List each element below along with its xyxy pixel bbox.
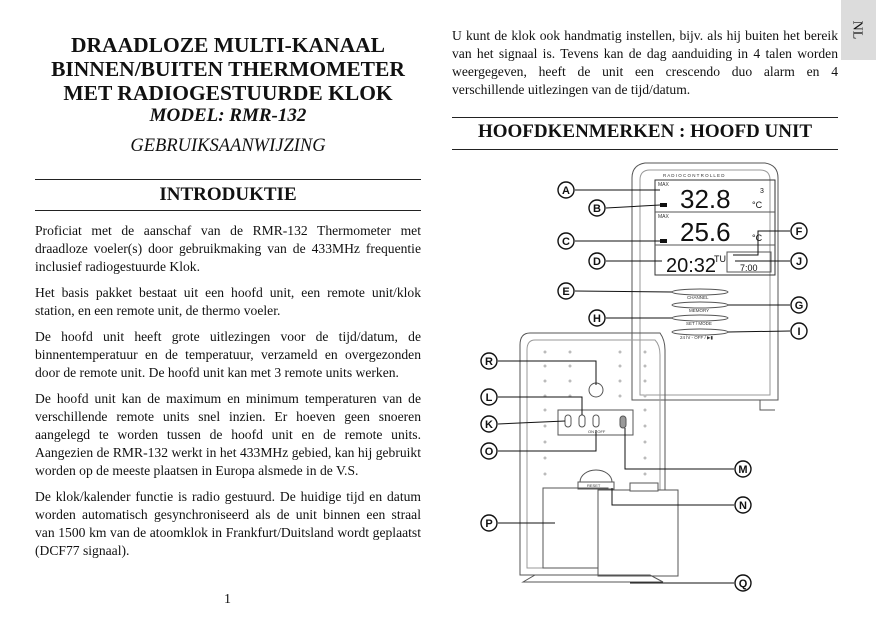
language-tab-label: NL <box>849 20 865 40</box>
svg-text:L: L <box>485 392 493 404</box>
set-mode-label: SET / MODE <box>686 321 712 326</box>
callout-q <box>735 575 751 591</box>
alarm-label: 24 hr - OFF / ▶▮ <box>680 335 713 340</box>
callout-f <box>791 223 807 239</box>
svg-text:J: J <box>795 256 803 268</box>
callout-i <box>791 323 807 339</box>
paragraph: Het basis pakket bestaat uit een hoofd unit, een remote unit/klok station, en een remote unit, de thermo voeler. <box>35 285 421 318</box>
alarm-time: 7:00 <box>740 263 758 273</box>
callout-l <box>481 389 497 405</box>
svg-text:O: O <box>484 446 494 458</box>
callout-a <box>558 182 574 198</box>
model-number: MODEL: RMR-132 <box>149 105 307 126</box>
outdoor-temperature: 32.8 <box>680 184 731 214</box>
channel-label: CHANNEL <box>687 295 709 300</box>
svg-text:D: D <box>593 256 601 268</box>
svg-text:R: R <box>485 356 493 368</box>
clock-time: 20:32 <box>666 255 717 277</box>
title-line: MET RADIOGESTUURDE KLOK <box>63 81 393 105</box>
manual-subtitle: GEBRUIKSAANWIJZING <box>130 136 326 156</box>
svg-text:B: B <box>593 203 601 215</box>
callout-m <box>735 461 751 477</box>
svg-text:Q: Q <box>738 578 748 590</box>
battery-cover <box>598 490 678 576</box>
paragraph: De hoofd unit kan de maximum en minimum temperaturen van de verschillende remote units snel inzien. Er hoeven geen snoeren aangelegd te worden tussen de hoofd unit en de remote units. Aangezien de RMR-132 werkt in het 433MHz gebied, kan hij gebruikt worden op de meeste plaatsen in Europa alsmede in de V.S. <box>35 391 421 478</box>
reset-label: RESET <box>587 483 601 488</box>
callout-b <box>589 200 605 216</box>
paragraph: De klok/kalender functie is radio gestuurd. De huidige tijd en datum worden automatisch gesynchroniseerd als de unit binnen een straal van 1500 km van de atoomklok in Frankfurt/Duitsland wordt geplaatst (DCF77 signaal). <box>35 489 421 558</box>
page-number: 1 <box>224 592 231 607</box>
svg-text:I: I <box>797 326 801 338</box>
battery-low-icon <box>660 239 667 243</box>
reset-button <box>580 470 612 482</box>
radio-controlled-label: R A D I O C O N T R O L L E D <box>663 173 725 178</box>
max-label: MAX <box>658 182 669 188</box>
svg-text:C: C <box>562 236 570 248</box>
svg-text:N: N <box>739 500 747 512</box>
on-off-label: ON / OFF <box>588 429 606 434</box>
callout-o <box>481 443 497 459</box>
title-line: DRAADLOZE MULTI-KANAAL <box>71 33 385 57</box>
day-label: TU <box>714 254 726 264</box>
svg-text:F: F <box>795 226 803 238</box>
callout-e <box>558 283 574 299</box>
section-heading-hoofdkenmerken: HOOFDKENMERKEN : HOOFD UNIT <box>477 121 813 142</box>
svg-text:G: G <box>794 300 804 312</box>
section-heading-introduktie: INTRODUKTIE <box>159 184 297 205</box>
callout-k <box>481 416 497 432</box>
svg-text:H: H <box>593 313 601 325</box>
battery-low-icon <box>660 203 667 207</box>
svg-text:K: K <box>485 419 493 431</box>
callout-r <box>481 353 497 369</box>
svg-text:M: M <box>738 464 748 476</box>
memory-label: MEMORY <box>689 308 710 313</box>
max-label: MAX <box>658 214 669 220</box>
paragraph: De hoofd unit heeft grote uitlezingen voor de tijd/datum, de binnentemperatuur en de temperatuur, verzameld en overgezonden door de remote unit. De hoofd unit kan met 3 remote units werken. <box>35 329 421 380</box>
callout-n <box>735 497 751 513</box>
svg-text:A: A <box>562 185 570 197</box>
callout-c <box>558 233 574 249</box>
callout-h <box>589 310 605 326</box>
channel-number: 3 <box>760 188 764 195</box>
paragraph: Proficiat met de aanschaf van de RMR-132 Thermometer met draadloze voeler(s) door gebruikmaking van de 433MHz frequentie inclusief radiogestuurde Klok. <box>35 223 421 274</box>
unit-label: °C <box>752 200 763 210</box>
indoor-temperature: 25.6 <box>680 217 731 247</box>
callout-j <box>791 253 807 269</box>
paragraph: U kunt de klok ook handmatig instellen, bijv. als hij buiten het bereik van het signaal is. Tevens kan de dag aanduiding in 4 talen worden weergegeven, heeft de unit een crescendo duo alarm en 4 verschillende uitlezingen van de tijd/datum. <box>452 28 838 97</box>
svg-text:P: P <box>485 518 493 530</box>
hanging-hole <box>589 383 603 397</box>
unit-label: °C <box>752 233 763 243</box>
title-line: BINNEN/BUITEN THERMOMETER <box>51 57 405 81</box>
callout-p <box>481 515 497 531</box>
callout-g <box>791 297 807 313</box>
callout-d <box>589 253 605 269</box>
svg-text:E: E <box>562 286 570 298</box>
